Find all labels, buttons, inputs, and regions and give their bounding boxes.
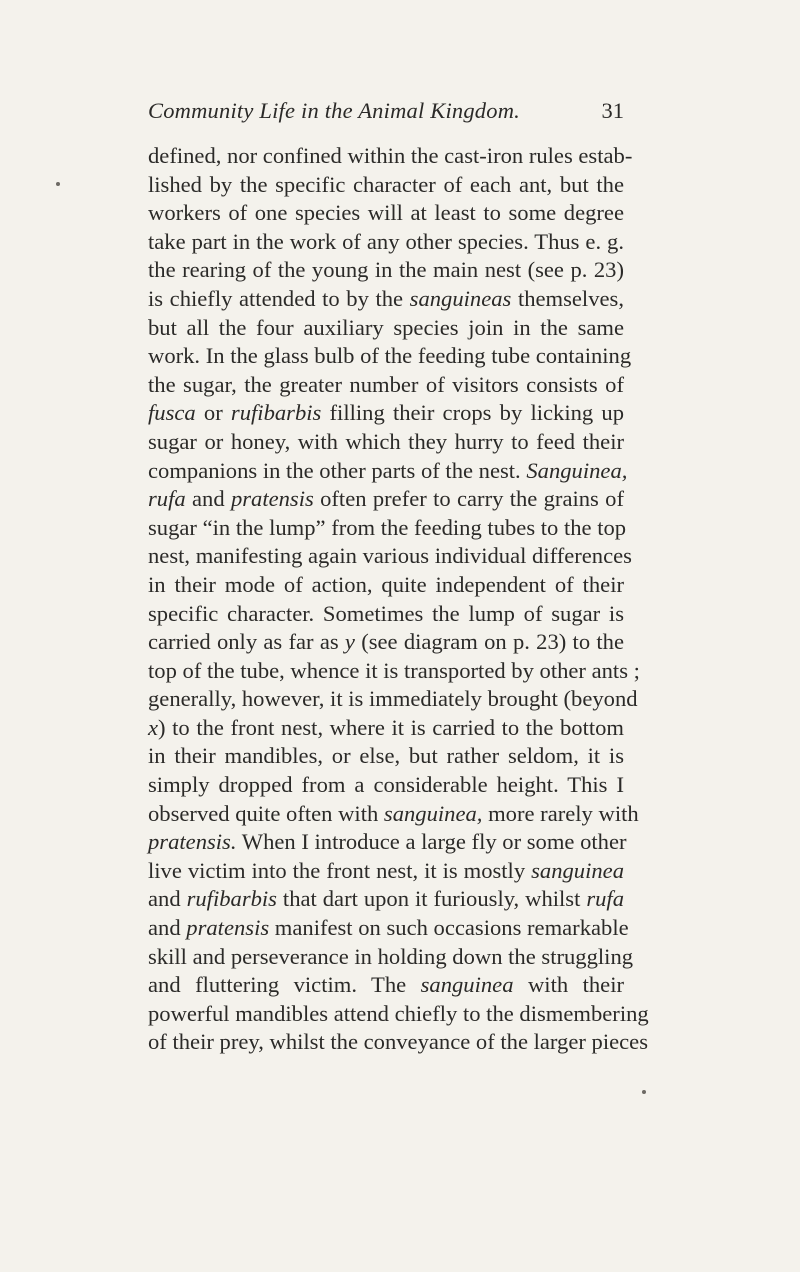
text-line xyxy=(148,742,624,771)
italic-term: pratensis xyxy=(186,915,270,941)
text-run: with their xyxy=(513,972,624,998)
text-line xyxy=(148,399,624,428)
text-run: workers of one species will at least to some degree xyxy=(148,200,624,226)
italic-term: x xyxy=(148,714,159,740)
text-line xyxy=(148,342,632,371)
text-run: or xyxy=(195,400,231,426)
text-run: sugar “in the lump” from the feeding tubes to the top xyxy=(148,514,627,540)
text-run: live victim into the front nest, it is mostly xyxy=(148,857,532,883)
text-line xyxy=(148,542,632,571)
text-line xyxy=(148,256,624,285)
text-run: take part in the work of any other species. Thus e. g. xyxy=(148,228,624,254)
text-run: carried only as far as xyxy=(148,629,345,655)
text-run: and xyxy=(148,886,187,912)
text-line xyxy=(148,428,624,457)
text-run: but all the four auxiliary species join in the same xyxy=(148,314,624,340)
text-run: and xyxy=(148,915,187,941)
italic-term: rufa xyxy=(148,486,186,512)
italic-term: sanguineas xyxy=(409,285,512,311)
text-line xyxy=(148,485,624,514)
text-line xyxy=(148,714,624,743)
text-line xyxy=(148,800,639,829)
text-run: and xyxy=(185,486,231,512)
text-line xyxy=(148,685,638,714)
text-run: defined, nor confined within the cast-iron rules estab- xyxy=(148,143,633,168)
text-line xyxy=(148,1000,649,1029)
italic-term: pratensis xyxy=(230,486,314,512)
text-run: generally, however, it is immediately brought (beyond xyxy=(148,686,638,712)
margin-mark xyxy=(642,1090,646,1094)
text-line xyxy=(148,457,628,486)
text-run: the sugar, the greater number of visitors consists of xyxy=(148,371,624,397)
text-line xyxy=(148,914,629,943)
text-line xyxy=(148,600,624,629)
margin-mark xyxy=(56,182,60,186)
text-run: companions in the other parts of the nest. xyxy=(148,457,527,483)
text-run: sugar or honey, with which they hurry to feed their xyxy=(148,428,624,454)
italic-term: Sanguinea, xyxy=(526,457,628,483)
text-run: skill and perseverance in holding down the struggling xyxy=(148,943,634,969)
running-title: Community Life in the Animal Kingdom. xyxy=(148,98,520,123)
text-line xyxy=(148,371,624,400)
text-run: manifest on such occasions remarkable xyxy=(269,915,629,941)
italic-term: fusca xyxy=(148,400,196,426)
text-line xyxy=(148,571,624,600)
text-run: often prefer to carry the grains of xyxy=(313,486,624,512)
text-run: themselves, xyxy=(511,285,624,311)
text-line xyxy=(148,228,624,257)
italic-term: rufibarbis xyxy=(186,886,277,912)
italic-term: sanguinea xyxy=(420,972,514,998)
text-run: of their prey, whilst the conveyance of the larger pieces xyxy=(148,1029,648,1055)
text-line xyxy=(148,885,624,914)
italic-term: y xyxy=(344,629,355,655)
text-line xyxy=(148,828,627,857)
text-run: in their mandibles, or else, but rather seldom, it is xyxy=(148,743,624,769)
text-line xyxy=(148,285,624,314)
text-line xyxy=(148,514,627,543)
text-line xyxy=(148,657,640,686)
text-run: simply dropped from a considerable height. This I xyxy=(148,772,624,798)
text-run: ) to the front nest, where it is carried to the bottom xyxy=(158,714,624,740)
text-run: and fluttering victim. The xyxy=(148,972,421,998)
text-run: in their mode of action, quite independent of their xyxy=(148,571,624,597)
text-line xyxy=(148,199,624,228)
italic-term: sanguinea, xyxy=(383,800,483,826)
text-run: nest, manifesting again various individual differences xyxy=(148,543,632,569)
text-line xyxy=(148,628,624,657)
text-line xyxy=(148,314,624,343)
italic-term: pratensis. xyxy=(148,829,237,855)
italic-term: rufa xyxy=(586,886,624,912)
text-line xyxy=(148,943,634,972)
text-run: lished by the specific character of each ant, but the xyxy=(148,171,624,197)
page-number: 31 xyxy=(601,98,624,123)
text-run: is chiefly attended to by the xyxy=(148,285,410,311)
text-line xyxy=(148,771,624,800)
text-line xyxy=(148,857,624,886)
text-run: observed quite often with xyxy=(148,800,384,826)
body-paragraph xyxy=(148,142,649,1057)
text-line xyxy=(148,171,624,200)
text-run: specific character. Sometimes the lump of sugar is xyxy=(148,600,624,626)
italic-term: rufibarbis xyxy=(230,400,322,426)
text-line xyxy=(148,1028,648,1057)
text-run: top of the tube, whence it is transported by other ants ; xyxy=(148,657,640,683)
italic-term: sanguinea xyxy=(531,857,624,883)
text-line xyxy=(148,142,633,171)
text-run: powerful mandibles attend chiefly to the dismembering xyxy=(148,1000,649,1026)
text-run: work. In the glass bulb of the feeding tube containing xyxy=(148,343,632,369)
text-run: (see diagram on p. 23) to the xyxy=(354,629,624,655)
text-run: When I introduce a large fly or some other xyxy=(236,829,627,855)
text-run: the rearing of the young in the main nest (see p. 23) xyxy=(148,257,624,283)
running-head xyxy=(148,98,624,130)
text-line xyxy=(148,971,624,1000)
text-run: that dart upon it furiously, whilst xyxy=(276,886,587,912)
text-run: filling their crops by licking up xyxy=(321,400,624,426)
text-run: more rarely with xyxy=(482,800,639,826)
